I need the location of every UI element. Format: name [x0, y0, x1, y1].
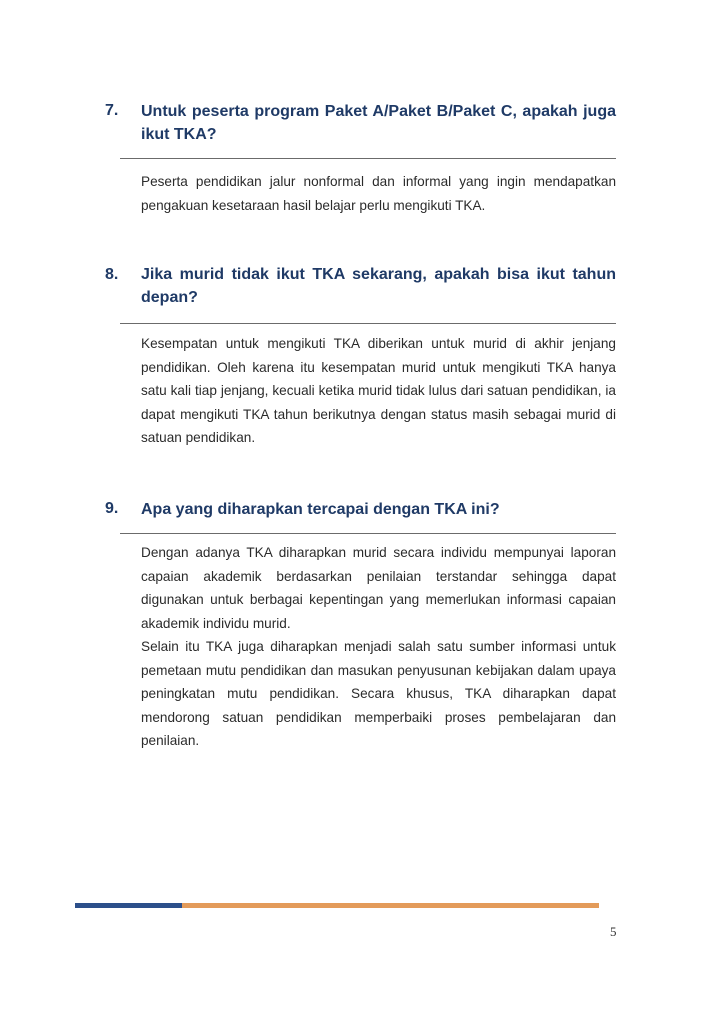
- question-8-answer: [141, 332, 616, 450]
- question-9-divider: [120, 533, 616, 534]
- question-9-answer: [141, 541, 616, 753]
- question-8-answer-paragraph: Kesempatan untuk mengikuti TKA diberikan untuk murid di akhir jenjang pendidikan. Oleh karena itu kesempatan murid untuk mengikuti TKA hanya satu kali tiap jenjang, kecuali ketika murid tidak lulus dari satuan pendidikan, ia dapat mengikuti TKA tahun berikutnya dengan status masih sebagai murid di satuan pendidikan.: [141, 336, 616, 445]
- question-8-divider: [120, 323, 616, 324]
- question-9-number: 9.: [105, 500, 119, 517]
- question-7-divider: [120, 158, 616, 159]
- page-number: 5: [610, 924, 617, 939]
- question-7-answer-paragraph: Peserta pendidikan jalur nonformal dan informal yang ingin mendapatkan pengakuan kesetaraan hasil belajar perlu mengikuti TKA.: [141, 174, 616, 213]
- question-7-answer: [141, 170, 616, 217]
- footer-bar-blue: [75, 903, 182, 908]
- question-9-answer-paragraph-2: Selain itu TKA juga diharapkan menjadi salah satu sumber informasi untuk pemetaan mutu pendidikan dan masukan penyusunan kebijakan dalam upaya peningkatan mutu pendidikan. Secara khusus, TKA diharapkan dapat mendorong satuan pendidikan memperbaiki proses pembelajaran dan penilaian.: [141, 639, 616, 748]
- question-8-title: Jika murid tidak ikut TKA sekarang, apakah bisa ikut tahun depan?: [141, 266, 616, 306]
- question-7-number: 7.: [105, 102, 119, 119]
- question-8-number: 8.: [105, 266, 119, 283]
- question-7-title: Untuk peserta program Paket A/Paket B/Paket C, apakah juga ikut TKA?: [141, 103, 616, 143]
- question-9-answer-paragraph-1: Dengan adanya TKA diharapkan murid secara individu mempunyai laporan capaian akademik berdasarkan penilaian terstandar sehingga dapat digunakan untuk berbagai kepentingan yang memerlukan informasi capaian akademik individu murid.: [141, 545, 616, 631]
- footer-bar-orange: [182, 903, 599, 908]
- question-9-title: Apa yang diharapkan tercapai dengan TKA ini?: [141, 501, 500, 518]
